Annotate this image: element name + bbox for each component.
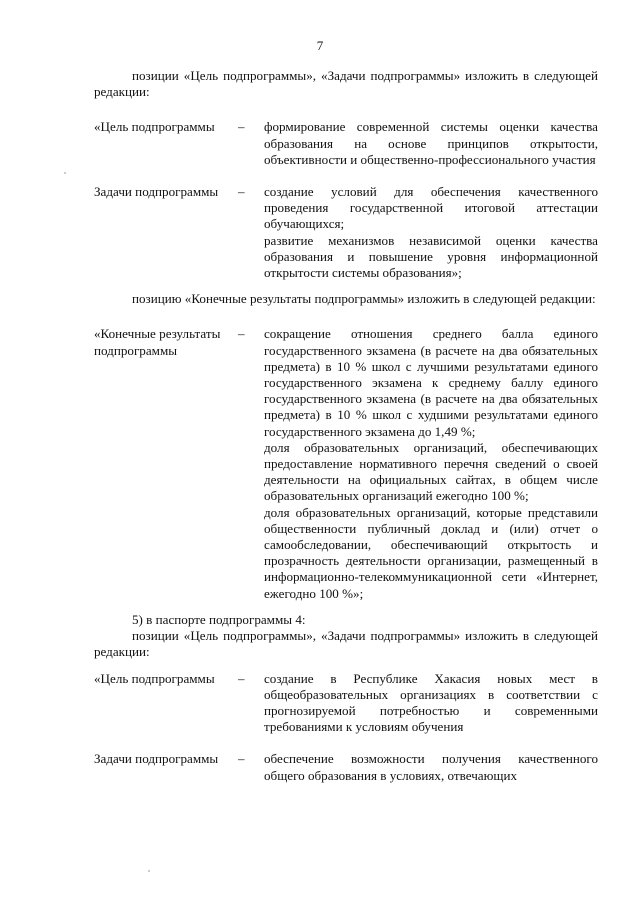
intro-paragraph-2: позицию «Конечные результаты подпрограммы» изложить в следующей редакции:	[132, 291, 596, 307]
tasks-definition-1-line: развитие механизмов независимой оценки качества образования и повышение уровня информационной открытости системы образования»;	[264, 232, 598, 281]
results-row	[94, 326, 598, 601]
tasks-row-1	[94, 184, 598, 281]
tasks-definition-2-line: обеспечение возможности получения качественного общего образования в условиях, отвечающих	[264, 751, 598, 783]
tasks-term-2: Задачи подпрограммы	[94, 751, 219, 767]
goal-row-1	[94, 119, 598, 168]
tasks-row-2	[94, 751, 598, 783]
results-definition-line: доля образовательных организаций, которые представили общественности публичный доклад и (или) отчет о самообследовании, обеспечивающий открытость и прозрачность деятельности организации, размещенный в информационно-телекоммуникационной сети «Интернет, ежегодно 100 %»;	[264, 504, 598, 601]
page-number: 7	[316, 38, 324, 53]
tasks-definition-1-line: создание условий для обеспечения качественного проведения государственной итоговой аттестации обучающихся;	[264, 184, 598, 232]
goal-term-1: «Цель подпрограммы	[94, 119, 215, 135]
results-definition-line: сокращение отношения среднего балла единого государственного экзамена (в расчете на два обязательных предмета) в 10 % школ с лучшими результатами единого государственного экзамена к среднему баллу единого государственного экзамена (в расчете на два обязательных предмета) в 10 % школ с худшими результатами единого государственного экзамена до 1,49 %;	[264, 326, 598, 439]
results-definition-line: доля образовательных организаций, обеспечивающих предоставление нормативного перечня сведений о своей деятельности на официальных сайтах, в общем числе образовательных организаций ежегодно 100 %;	[264, 439, 598, 504]
list-item-5: 5) в паспорте подпрограммы 4:	[132, 611, 306, 627]
tasks-dash-2: –	[238, 751, 245, 767]
results-definition	[264, 326, 598, 601]
tasks-definition-1	[264, 184, 598, 281]
goal-definition-1	[264, 119, 598, 168]
results-term: «Конечные результаты подпрограммы	[94, 326, 221, 358]
goal-definition-1-line: формирование современной системы оценки качества образования на основе принципов открытости, объективности и общественно-профессионального участия	[264, 119, 598, 167]
results-dash: –	[238, 326, 245, 342]
tasks-term-1: Задачи подпрограммы	[94, 184, 219, 200]
tasks-definition-2	[264, 751, 598, 783]
goal-dash-1: –	[238, 119, 245, 135]
intro-paragraph-3: позиции «Цель подпрограммы», «Задачи подпрограммы» изложить в следующей редакции:	[94, 628, 598, 660]
goal-definition-2-line: создание в Республике Хакасия новых мест в общеобразовательных организациях в соответствии с прогнозируемой потребностью и современными требованиями к условиям обучения	[264, 670, 598, 735]
scan-speck	[64, 172, 66, 174]
goal-term-2: «Цель подпрограммы	[94, 670, 215, 686]
scan-speck	[148, 870, 150, 872]
goal-dash-2: –	[238, 670, 245, 686]
goal-definition-2	[264, 671, 598, 736]
goal-row-2	[94, 671, 598, 736]
tasks-dash-1: –	[238, 184, 245, 200]
intro-paragraph-1: позиции «Цель подпрограммы», «Задачи подпрограммы» изложить в следующей редакции:	[94, 68, 598, 100]
document-body	[94, 68, 598, 784]
